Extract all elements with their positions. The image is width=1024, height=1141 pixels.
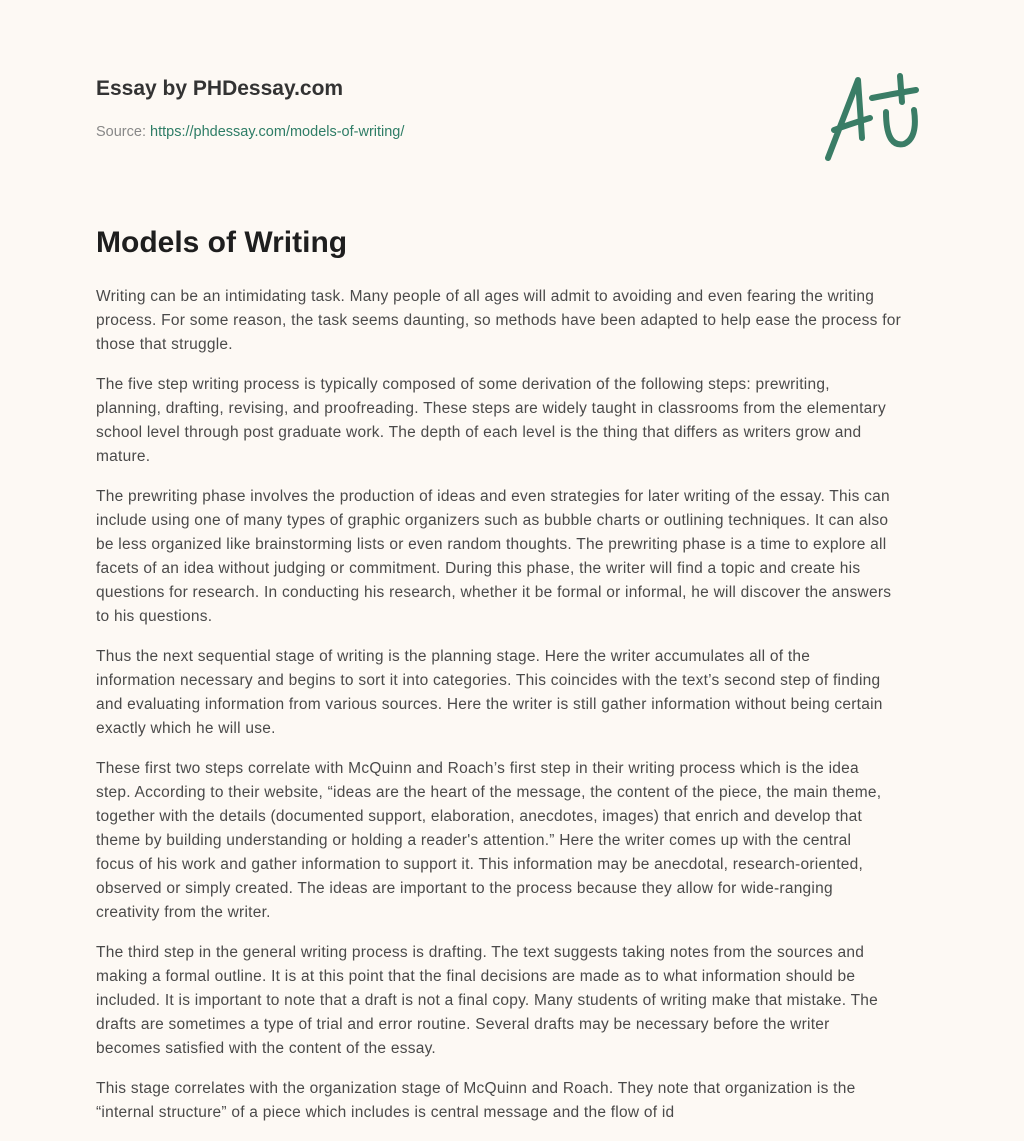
essay-body xyxy=(96,285,936,1141)
essay-paragraph xyxy=(96,645,936,741)
paragraph-line: becomes satisfied with the content of the essay. xyxy=(96,1040,436,1057)
paragraph-line: planning, drafting, revising, and proofreading. These steps are widely taught in classrooms from the elementary xyxy=(96,400,886,417)
paragraph-line: Thus the next sequential stage of writing is the planning stage. Here the writer accumulates all of the xyxy=(96,648,811,665)
essay-title: Models of Writing xyxy=(96,226,348,259)
essay-paragraph xyxy=(96,485,936,629)
paragraph-line: process. For some reason, the task seems daunting, so methods have been adapted to help ease the process for xyxy=(96,312,902,329)
paragraph-line: This stage correlates with the organization stage of McQuinn and Roach. They note that organization is the xyxy=(96,1080,856,1097)
paragraph-line: “internal structure” of a piece which includes is central message and the flow of id xyxy=(96,1104,675,1121)
source-link[interactable]: https://phdessay.com/models-of-writing/ xyxy=(150,124,405,140)
paragraph-line: school level through post graduate work. The depth of each level is the thing that differs as writers grow and xyxy=(96,424,862,441)
paragraph-line: included. It is important to note that a draft is not a final copy. Many students of writing make that mistake. The xyxy=(96,992,879,1009)
a-plus-logo-icon xyxy=(820,68,930,164)
paragraph-line: to his questions. xyxy=(96,608,213,625)
paragraph-line: focus of his work and gather information to support it. This information may be anecdotal, research-oriented, xyxy=(96,856,864,873)
essay-paragraph xyxy=(96,373,936,469)
paragraph-line: be less organized like brainstorming lists or even random thoughts. The prewriting phase is a time to explore all xyxy=(96,536,887,553)
paragraph-line: drafts are sometimes a type of trial and error routine. Several drafts may be necessary before the writer xyxy=(96,1016,830,1033)
paragraph-line: observed or simply created. The ideas are important to the process because they allow for wide-ranging xyxy=(96,880,833,897)
paragraph-line: step. According to their website, “ideas are the heart of the message, the content of the piece, the main theme, xyxy=(96,784,882,801)
paragraph-line: and evaluating information from various sources. Here the writer is still gather information without being certain xyxy=(96,696,883,713)
paragraph-line: creativity from the writer. xyxy=(96,904,271,921)
paragraph-line: facets of an idea without judging or commitment. During this phase, the writer will find a topic and create his xyxy=(96,560,861,577)
paragraph-line: questions for research. In conducting his research, whether it be formal or informal, he will discover the answers xyxy=(96,584,892,601)
source-label: Source: xyxy=(96,124,146,140)
paragraph-line: those that struggle. xyxy=(96,336,233,353)
paragraph-line: information necessary and begins to sort it into categories. This coincides with the text’s second step of finding xyxy=(96,672,881,689)
paragraph-line: These first two steps correlate with McQuinn and Roach’s first step in their writing process which is the idea xyxy=(96,760,859,777)
paragraph-line: exactly which he will use. xyxy=(96,720,276,737)
essay-paragraph xyxy=(96,941,936,1061)
essay-paragraph xyxy=(96,757,936,925)
source-line xyxy=(96,124,404,140)
essay-paragraph xyxy=(96,285,936,357)
paragraph-line: making a formal outline. It is at this point that the final decisions are made as to what information should be xyxy=(96,968,856,985)
paragraph-line: The prewriting phase involves the production of ideas and even strategies for later writing of the essay. This can xyxy=(96,488,890,505)
paragraph-line: theme by building understanding or holding a reader's attention.” Here the writer comes up with the central xyxy=(96,832,852,849)
paragraph-line: Writing can be an intimidating task. Many people of all ages will admit to avoiding and even fearing the writing xyxy=(96,288,875,305)
site-title: Essay by PHDessay.com xyxy=(96,77,344,100)
paragraph-line: mature. xyxy=(96,448,151,465)
essay-paragraph xyxy=(96,1077,936,1125)
paragraph-line: The five step writing process is typically composed of some derivation of the following steps: prewriting, xyxy=(96,376,830,393)
paragraph-line: together with the details (documented support, elaboration, anecdotes, images) that enrich and develop that xyxy=(96,808,863,825)
paragraph-line: The third step in the general writing process is drafting. The text suggests taking notes from the sources and xyxy=(96,944,865,961)
paragraph-line: include using one of many types of graphic organizers such as bubble charts or outlining techniques. It can also xyxy=(96,512,889,529)
